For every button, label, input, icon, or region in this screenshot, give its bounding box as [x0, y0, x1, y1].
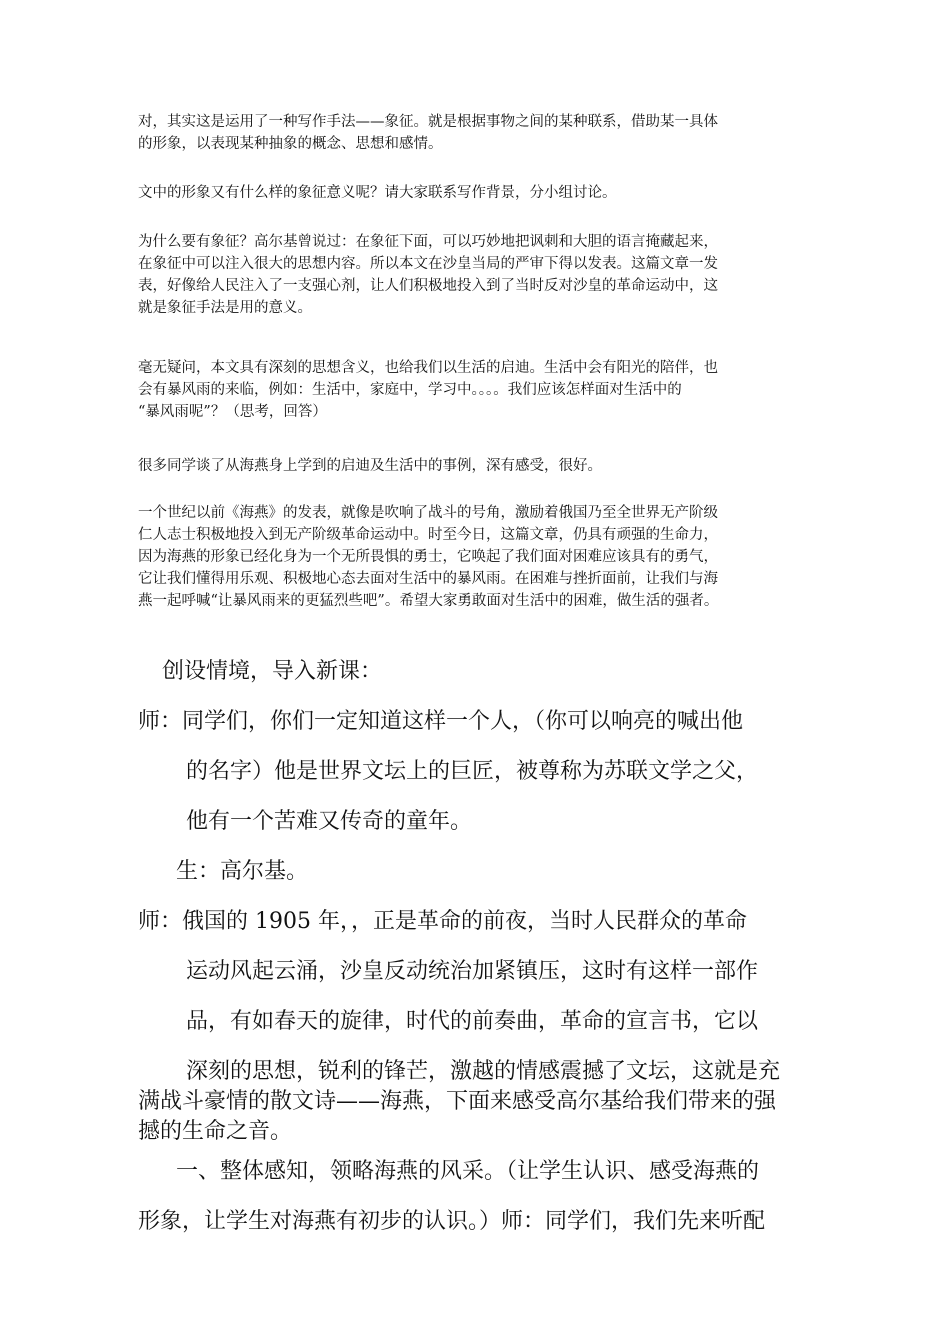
text-line: 就是象征手法是用的意义。	[138, 300, 312, 316]
paragraph-symbolism-definition	[138, 111, 838, 155]
paragraph-discussion-prompt	[138, 182, 838, 204]
teacher-line-continued: 他有一个苦难又传奇的童年。	[186, 809, 473, 834]
text-line: 的形象，以表现某种抽象的概念、思想和感情。	[138, 136, 443, 152]
student-line: 生：高尔基。	[176, 859, 309, 884]
text-line: 在象征中可以注入很大的思想内容。所以本文在沙皇当局的严审下得以发表。这篇文章一发	[138, 256, 718, 272]
text-line: 毫无疑问，本文具有深刻的思想含义，也给我们以生活的启迪。生活中会有阳光的陪伴，也	[138, 360, 718, 376]
text-line: 很多同学谈了从海燕身上学到的启迪及生活中的事例，深有感受，很好。	[138, 458, 602, 474]
paragraph-student-feedback	[138, 455, 838, 477]
text-line: “暴风雨呢”？（思考，回答）	[138, 404, 327, 420]
teacher-line: 师：同学们，你们一定知道这样一个人，（你可以响亮的喊出他	[138, 709, 744, 734]
text-line: 文中的形象又有什么样的象征意义呢？请大家联系写作背景，分小组讨论。	[138, 185, 617, 201]
teacher-line-continued: 品，有如春天的旋律，时代的前奏曲，革命的宣言书，它以	[186, 1009, 759, 1034]
teacher-line-continued: 撼的生命之音。	[138, 1119, 293, 1144]
text-line: 对，其实这是运用了一种写作手法——象征。就是根据事物之间的某种联系，借助某一具体	[138, 114, 718, 130]
text-line: 会有暴风雨的来临，例如：生活中，家庭中，学习中。。。。我们应该怎样面对生活中的	[138, 382, 682, 398]
text-line: 燕一起呼喊“让暴风雨来的更猛烈些吧”。希望大家勇敢面对生活中的困难，做生活的强者。	[138, 593, 719, 609]
section-heading-intro: 创设情境，导入新课：	[162, 659, 383, 684]
paragraph-why-symbolism	[138, 231, 838, 319]
paragraph-conclusion	[138, 502, 838, 612]
teacher-line-continued: 深刻的思想，锐利的锋芒，激越的情感震撼了文坛，这就是充	[186, 1059, 781, 1084]
section-text-continued: 形象，让学生对海燕有初步的认识。）师：同学们，我们先来听配	[138, 1209, 766, 1234]
text-line: 它让我们懂得用乐观、积极地心态去面对生活中的暴风雨。在困难与挫折面前，让我们与海	[138, 571, 718, 587]
teacher-line-continued: 满战斗豪情的散文诗——海燕，下面来感受高尔基给我们带来的强	[138, 1089, 777, 1114]
section-heading-overall-perception: 一、整体感知，领略海燕的风采。（让学生认识、感受海燕的	[176, 1159, 760, 1184]
text-line: 为什么要有象征？高尔基曾说过：在象征下面，可以巧妙地把讽刺和大胆的语言掩藏起来，	[138, 234, 718, 250]
text-line: 表，好像给人民注入了一支强心剂，让人们积极地投入到了当时反对沙皇的革命运动中，这	[138, 278, 718, 294]
teacher-line-continued: 的名字）他是世界文坛上的巨匠，被尊称为苏联文学之父，	[186, 759, 759, 784]
text-line: 仁人志士积极地投入到无产阶级革命运动中。时至今日，这篇文章，仍具有顽强的生命力，	[138, 527, 718, 543]
text-line: 一个世纪以前《海燕》的发表，就像是吹响了战斗的号角，激励着俄国乃至全世界无产阶级	[138, 505, 718, 521]
teacher-line-continued: 运动风起云涌，沙皇反动统治加紧镇压，这时有这样一部作	[186, 959, 759, 984]
teacher-line: 师：俄国的 1905 年，，正是革命的前夜，当时人民群众的革命	[138, 909, 747, 934]
text-line: 因为海燕的形象已经化身为一个无所畏惧的勇士，它唤起了我们面对困难应该具有的勇气，	[138, 549, 718, 565]
paragraph-life-inspiration	[138, 357, 838, 423]
